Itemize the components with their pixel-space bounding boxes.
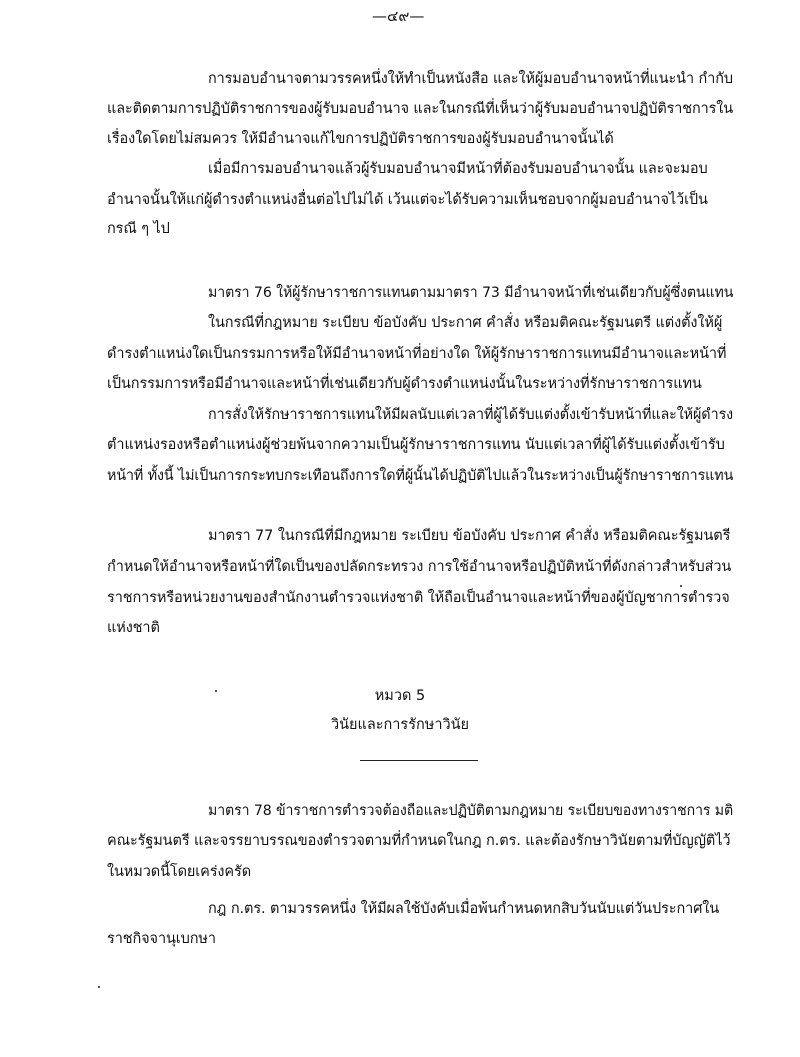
section-76-para2-line-2: ตำแหน่งรองหรือตำแหน่งผู้ช่วยพ้นจากความเป็นผู้รักษาราชการแทน นับแต่เวลาที่ผู้ได้รับแต่งตั้งเข้ารับ xyxy=(107,437,725,453)
paragraph-1-line-1: การมอบอำนาจตามวรรคหนึ่งให้ทำเป็นหนังสือ และให้ผู้มอบอำนาจหน้าที่แนะนำ กำกับ xyxy=(208,71,733,87)
section-78-para2-line-2: ราชกิจจานุเบกษา xyxy=(107,931,216,947)
chapter-number: หมวด 5 xyxy=(374,688,426,704)
section-77-line-3: ราชการหรือหน่วยงานของสำนักงานตำรวจแห่งชาติ ให้ถือเป็นอำนาจและหน้าที่ของผู้บัญชาการตำรวจ xyxy=(107,590,730,606)
section-78-line-3: ในหมวดนี้โดยเคร่งครัด xyxy=(107,864,252,880)
scan-speck xyxy=(215,690,217,692)
scan-speck xyxy=(98,986,100,988)
paragraph-1-line-2: และติดตามการปฏิบัติราชการของผู้รับมอบอำนาจ และในกรณีที่เห็นว่าผู้รับมอบอำนาจปฏิบัติราชการใน xyxy=(107,101,733,117)
scan-speck xyxy=(680,585,682,587)
section-76-para2-line-1: การสั่งให้รักษาราชการแทนให้มีผลนับแต่เวลาที่ผู้ได้รับแต่งตั้งเข้ารับหน้าที่และให้ผู้ดำรง xyxy=(208,407,734,423)
section-76-line-3: ดำรงตำแหน่งใดเป็นกรรมการหรือให้มีอำนาจหน้าที่อย่างใด ให้ผู้รักษาราชการแทนมีอำนาจและหน้าที่ xyxy=(107,346,727,362)
section-76-line-1: มาตรา 76 ให้ผู้รักษาราชการแทนตามมาตรา 73 มีอำนาจหน้าที่เช่นเดียวกับผู้ซึ่งตนแทน xyxy=(208,285,734,301)
paragraph-2-line-1: เมื่อมีการมอบอำนาจแล้วผู้รับมอบอำนาจมีหน้าที่ต้องรับมอบอำนาจนั้น และจะมอบ xyxy=(208,161,708,177)
section-77-line-2: กำหนดให้อำนาจหรือหน้าที่ใดเป็นของปลัดกระทรวง การใช้อำนาจหรือปฏิบัติหน้าที่ดังกล่าวสำหรับส่วน xyxy=(107,559,732,575)
paragraph-2-line-2: อำนาจนั้นให้แก่ผู้ดำรงตำแหน่งอื่นต่อไปไม่ได้ เว้นแต่จะได้รับความเห็นชอบจากผู้มอบอำนาจไว้เป็น xyxy=(107,192,708,208)
chapter-divider xyxy=(360,760,478,761)
section-76-para2-line-3: หน้าที่ ทั้งนี้ ไม่เป็นการกระทบกระเทือนถึงการใดที่ผู้นั้นได้ปฏิบัติไปแล้วในระหว่างเป็นผู้รักษาราชการแทน xyxy=(107,468,734,484)
section-77-line-4: แห่งชาติ xyxy=(107,620,160,636)
section-76-line-2: ในกรณีที่กฎหมาย ระเบียบ ข้อบังคับ ประกาศ คำสั่ง หรือมติคณะรัฐมนตรี แต่งตั้งให้ผู้ xyxy=(208,315,723,331)
section-77-line-1: มาตรา 77 ในกรณีที่มีกฎหมาย ระเบียบ ข้อบังคับ ประกาศ คำสั่ง หรือมติคณะรัฐมนตรี xyxy=(208,528,731,544)
section-78-line-2: คณะรัฐมนตรี และจรรยาบรรณของตำรวจตามที่กำหนดในกฎ ก.ตร. และต้องรักษาวินัยตามที่บัญญัติไว้ xyxy=(107,833,731,849)
section-78-para2-line-1: กฎ ก.ตร. ตามวรรคหนึ่ง ให้มีผลใช้บังคับเมื่อพ้นกำหนดหกสิบวันนับแต่วันประกาศใน xyxy=(208,901,720,917)
section-76-line-4: เป็นกรรมการหรือมีอำนาจและหน้าที่เช่นเดียวกับผู้ดำรงตำแหน่งนั้นในระหว่างที่รักษาราชการแทน xyxy=(107,376,702,392)
section-78-line-1: มาตรา 78 ข้าราชการตำรวจต้องถือและปฏิบัติตามกฎหมาย ระเบียบของทางราชการ มติ xyxy=(208,803,734,819)
chapter-title: วินัยและการรักษาวินัย xyxy=(330,717,470,733)
paragraph-1-line-3: เรื่องใดโดยไม่สมควร ให้มีอำนาจแก้ไขการปฏิบัติราชการของผู้รับมอบอำนาจนั้นได้ xyxy=(107,131,614,147)
paragraph-2-line-3: กรณี ๆ ไป xyxy=(107,221,170,237)
page-number: —๔๙— xyxy=(372,7,425,25)
